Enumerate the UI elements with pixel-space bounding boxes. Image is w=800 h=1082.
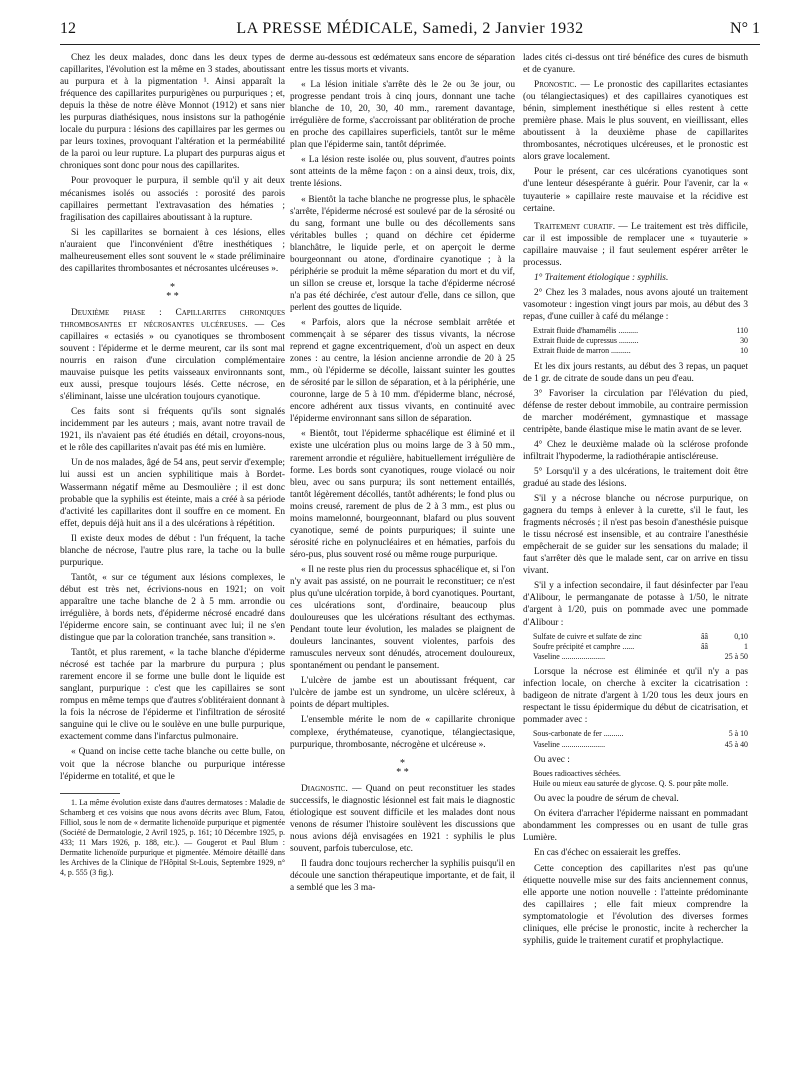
section-paragraph [290,783,515,855]
paragraph: Si les capillarites se bornaient à ces lésions, elles n'auraient que l'inconvénient d'être inesthétiques ; malheureusement elles sont souvent le « stade préliminaire des capillarites thrombosantes et nécrosantes ulcéreuses ». [60,227,285,274]
quantity: 5 à 10 [728,729,748,739]
section-paragraph [60,307,285,403]
ingredient: Soufre précipité et camphre ...... [533,641,635,651]
dose-mark: ââ [700,641,708,651]
paragraph: L'ensemble mérite le nom de « capillarite chronique complexe, érythémateuse, cyanotique, télangiectasique, purpurique, thrombosante, nécrogène et ulcéreuse ». [290,715,515,750]
paragraph: Ces faits sont si fréquents qu'ils sont signalés incidemment par les auteurs ; mais, avant notre travail de 1921, ils n'avaient pas été étudiés en détail, croyons-nous, et le rôle des capillarites n'avait pas été mis en lumière. [60,407,285,454]
paragraph: 2° Chez les 3 malades, nous avons ajouté un traitement vasomoteur : ingestion vingt jours par mois, au début des 3 repas, d'une cuiller à café du mélange : [523,287,748,322]
paragraph: Tantôt, « sur ce tégument aux lésions complexes, le début est très net, écrivions-nous en 1921; on voit apparaître une tache blanche de 2 à 5 mm. arrondie ou irrégulière, à bords nets, d'épiderme nécrosé encadré dans l'épiderme encore sain, se continuant avec lui; il ne s'en distingue que par la coloration tranchée, sans transition ». [60,572,285,644]
paragraph: Cette conception des capillarites n'est pas qu'une étiquette nouvelle mise sur des faits anciennement connus, elle apporte une notion nouvelle : l'atteinte prédominante des capillaires ; elle fait mieux comprendre la symptomatologie et l'évolution des diverses formes cliniques, elle précise le pronostic, incite à rechercher la syphilis, guide le traitement curatif et prophylactique. [523,863,748,946]
prescription-line [533,346,748,356]
quantity: 1 [744,641,748,651]
paragraph: 4° Chez le deuxième malade où la sclérose profonde infiltrait l'hypoderme, la radiothérapie antiscléreuse. [523,439,748,462]
quantity: 45 à 40 [724,739,748,749]
header-rule [60,44,760,45]
paragraph: S'il y a infection secondaire, il faut désinfecter par l'eau d'Alibour, le permanganate de potasse à 1/50, le nitrate d'argent à 1/20, puis on pommade avec une pommade d'Alibour : [523,581,748,628]
paragraph-text: — Le pronostic des capillarites ectasiantes (ou télangiectasiques) et des capillaires cyanotiques est bénin, simplement inesthétique si elles restent à cette première phase. Mais le plus souvent, en vieillissant, elles aboutissent à la deuxième phase de capillarites thrombosantes, nécrotiques ulcéreuses, et le pronostic est alors grave localement. [523,80,748,163]
paragraph: Pour le présent, car ces ulcérations cyanotiques sont d'une lenteur désespérante à guérir. Pour l'avenir, car la « tuyauterie » capillaire reste mauvaise et la récidive est certaine. [523,167,748,214]
section-paragraph [523,79,748,163]
paragraph: Un de nos malades, âgé de 54 ans, peut servir d'exemple; lui aussi est un ancien syphilitique mais à Bordet-Wassermann négatif même au Desmoulière ; il est donc probable que la syphilis est éteinte, mais a créé à sa période d'activité les capillarites dont il souffre en ce moment. En effet, depuis déjà huit ans il a des ulcérations à répétition. [60,458,285,529]
column-1 [60,52,285,881]
prescription-4 [533,769,748,789]
section-separator: * * * [166,281,179,302]
paragraph: Il existe deux modes de début : l'un fréquent, la tache blanche de nécrose, l'autre plus rare, la tache ou la bulle purpurique. [60,533,285,568]
ingredient: Boues radioactives séchées. [533,768,621,778]
paragraph: Tantôt, et plus rarement, « la tache blanche d'épiderme nécrosé est tachée par la marbrure du purpura ; plus rarement encore il se forme une bulle dont le liquide est sanglant, purpurique : c'est que les capillaires se sont rompus en même temps que d'autres s'oblitéraient donnant à la fois la nécrose de l'épiderme et l'infiltration de sérosité sanguine qui le clive ou le soulève en une bulle purpurique, exactement comme dans l'infarctus pulmonaire. [60,648,285,743]
paragraph-text: — Ces capillaires « ectasiés » ou cyanotiques se thrombosent souvent : l'épiderme et le derme meurent, car ils sont mal nourris en raison d'une circulation complémentaire mauvaise puisque les petits vaisseaux environnants sont, eux aussi, presque toujours lésés. Cette nécrose, en s'éliminant, laisse une ulcération toujours cyanotique. [60,319,286,403]
ingredient: Huile ou mieux eau saturée de glycose. Q. S. pour pâte molle. [533,779,729,789]
ingredient: Vaseline ...................... [533,739,606,749]
prescription-line [533,642,748,652]
column-2 [290,52,515,897]
paragraph: « La lésion initiale s'arrête dès le 2e ou 3e jour, ou progresse pendant trois à cinq jours, donnant une tache blanche de 10, 20, 30, 40 mm., rarement davantage, irrégulière de forme, s'accroissant par oblitération de proche en proche des capillaires superficiels, tantôt sur le même plan que l'épiderme sain, tantôt déprimée. [290,80,515,151]
paragraph: 5° Lorsqu'il y a des ulcérations, le traitement doit être gradué au stade des lésions. [523,466,748,490]
ingredient: Vaseline ...................... [533,651,606,661]
paragraph-text: — Quand on peut reconstituer les stades successifs, le diagnostic lésionnel est fait mais le diagnostic étiologique est souvent difficile et les malades dont nous venons de résumer l'histoire soulèvent les discussions que nous avions déjà envisagées en 1921 : syphilis le plus souvent, parfois tuberculose, etc. [290,783,515,854]
dose-mark: ââ [700,631,708,641]
page-number: 12 [60,20,76,37]
quantity: 30 [740,336,748,346]
quantity: 25 à 50 [724,651,748,661]
paragraph-text: — Le traitement est très difficile, car il est impossible de remplacer une « tuyauterie » capillaire mauvaise ; il faut seulement espérer arrêter le processus. [523,221,748,268]
paragraph: Il faudra donc toujours rechercher la syphilis puisqu'il en découle une sanction thérapeutique importante, et de fait, il a semblé que les 3 ma- [290,858,515,893]
paragraph: « Il ne reste plus rien du processus sphacélique et, si l'on n'y avait pas assisté, on ne pourrait le reconstituer; ce n'est plus qu'une ulcération torpide, à bord cyanotiques. Pourtant, ces ulcérations sont, d'ordinaire, beaucoup plus douloureuses que les ulcérations résultant des ecthymas. Pendant toute leur évolution, les malades se plaignent de douleurs lancinantes, souvent violentes, parfois des ramuscules nerveux sont dénudés, atrocement douloureux, spontanément ou pendant le pansement. [290,564,515,672]
paragraph: « Bientôt, tout l'épiderme sphacélique est éliminé et il existe une ulcération plus ou moins large de 3 à 50 mm., rarement arrondie et régulière, habituellement irrégulière de forme. Les bords sont cyanotiques, rouge violacé ou noir bleu, avec ou sans purpura; ils sont nettement entaillés, tantôt légèrement décollés, tantôt adhérents; le fond plus ou moins creusé, rarement de plus de 2 à 3 mm., est plus ou moins mamelonné, bourgeonnant, blafard ou plus souvent cyanotique, semé de points purpuriques; il suinte une sérosité riche en polynucléaires et en hématies, parfois du séro-pus, plus souvent rosé ou même rouge purpurique. [290,429,515,560]
section-heading: Pronostic. [534,80,577,91]
dose-mark [680,652,708,662]
paragraph: L'ulcère de jambe est un aboutissant fréquent, car l'ulcère de jambe est un syndrome, un ulcère scléreux, à points de départ multiples. [290,676,515,711]
ingredient: Sulfate de cuivre et sulfate de zinc [533,631,642,641]
paragraph: Pour provoquer le purpura, il semble qu'il y ait deux mécanismes isolés ou associés : porosité des parois capillaires permettant l'extravasation des hématies ; fragilisation des capillaires aboutissant à la rupture. [60,176,285,223]
prescription-line [533,729,748,739]
paragraph: 3° Favoriser la circulation par l'élévation du pied, défense de rester debout immobile, au contraire permission de marcher modérément, gymnastique et massage centripète, bande élastique mise le matin avant de se lever. [523,388,748,435]
quantity: 110 [736,325,748,335]
section-paragraph [523,221,748,269]
prescription-2 [533,632,748,663]
paragraph: S'il y a nécrose blanche ou nécrose purpurique, on gagnera du temps à enlever à la curette, s'il le faut, les fragments nécrosés ; il n'est pas besoin d'anesthésie puisque le tissu nécrosé est insensible, et au contraire l'anesthésie empêcherait de se guider sur les sensations du malade; il faut s'arrêter dès que le malade sent, car on arrive en tissu vivant. [523,494,748,577]
paragraph: « Parfois, alors que la nécrose semblait arrêtée et commençait à se séparer des tissus vivants, la nécrose reprend et gagne excentriquement, d'où un aspect en deux zones : au centre, la lésion ancienne arrondie de 20 à 25 mm., où l'épiderme se décolle, laissant suinter les gouttes de sérosité par le sillon de séparation, et à la périphérie, une couronne, large de 5 à 10 mm. d'épiderme blanc, nécrosé, encore adhérent aux tissus vivants, en continuité avec l'épiderme environnant sans sillon de séparation. [290,317,515,425]
ingredient: Extrait fluide d'hamamélis .......... [533,325,639,335]
column-3 [523,52,748,950]
prescription-line [533,336,748,346]
paragraph: Lorsque la nécrose est éliminée et qu'il n'y a pas infection locale, on cherche à exciter la cicatrisation : badigeon de nitrate d'argent à 1/20 tous les deux jours en respectant le tissu épidermique du début de cicatrisation, et pommader avec : [523,667,748,726]
paragraph: On évitera d'arracher l'épiderme naissant en pommadant abondamment les compresses ou en usant de tulle gras Lumière. [523,809,748,844]
footnote-rule [60,793,120,794]
section-separator: * * * [396,757,409,778]
prescription-line [533,740,748,750]
paragraph: 1° Traitement étiologique : syphilis. [534,272,669,283]
prescription-3 [533,729,748,749]
journal-title: LA PRESSE MÉDICALE, Samedi, 2 Janvier 1932 [236,20,584,37]
footnote: 1. La même évolution existe dans d'autres dermatoses : Maladie de Schamberg et ces voisins que nous avons décrits avec Blum, Fatou, Filliol, sous le nom de « dermatite lichenoïde purpurique et pigmentée (Société de Dermatologie, 2 Avril 1925, p. 161; 10 Décembre 1925, p. 433; 11 Mars 1926, p. 188, etc.). — Gougerot et Paul Blum : Dermatite lichenoïde purpurique et pigmentée. Mémoire détaillé dans les Archives de la Clinique de l'Hôpital St-Louis, Septembre 1929, n° 4, p. 555 (3 fig.). [60,797,285,877]
quantity: 10 [740,346,748,356]
paragraph: « Quand on incise cette tache blanche ou cette bulle, on voit que la nécrose blanche ou purpurique intéresse l'épiderme en totalité, et que le [60,747,285,782]
ingredient: Sous-carbonate de fer .......... [533,729,624,739]
prescription-line [533,652,748,662]
paragraph: « Bientôt la tache blanche ne progresse plus, le sphacèle s'arrête, l'épiderme nécrosé est soulevé par de la sérosité ou du sang, formant une bulle ou des décollements sans véritables bulles ; quand on déchire cet épiderme blanchâtre, le liquide perle, et on aperçoit le derme bourgeonnant ou atone, d'ordinaire cyanotique ; à la périphérie se produit la même séparation du mort et du vif, un sillon se creuse et, lorsque la tache d'épiderme nécrosé n'a pas été déchirée, c'est autour d'elle, dans ce sillon, que perlent des gouttes de liquide. [290,194,515,313]
quantity: 0,10 [734,631,748,641]
ingredient: Extrait fluide de cupressus .......... [533,336,639,346]
section-heading: Traitement curatif. [534,221,616,232]
paragraph: Ou avec : [534,754,570,765]
prescription-line [533,632,748,642]
paragraph: Et les dix jours restants, au début des 3 repas, un paquet de 1 gr. de citrate de soude dans un peu d'eau. [523,361,748,384]
paragraph: lades cités ci-dessus ont tiré bénéfice des cures de bismuth et de cyanure. [523,53,748,76]
paragraph: Ou avec la poudre de sérum de cheval. [534,794,679,805]
paragraph: En cas d'échec on essaierait les greffes. [534,848,681,859]
ingredient: Extrait fluide de marron .......... [533,346,631,356]
section-heading: Deuxième phase : Capillarites chroniques thrombosantes et nécrosantes ulcéreuses. [60,307,285,330]
prescription-line [533,326,748,336]
paragraph: « La lésion reste isolée ou, plus souvent, d'autres points sont atteints de la même façon : on a ainsi deux, trois, dix, trente lésions. [290,155,515,190]
prescription-1 [533,326,748,357]
running-header [60,20,760,44]
issue-number: N° 1 [730,20,760,37]
section-heading: Diagnostic. [301,783,348,794]
paragraph: Chez les deux malades, donc dans les deux types de capillarites, l'évolution est la même en 3 stades, aboutissant au purpura et à la pigmentation ¹. Ainsi apparaît la fréquence des capillarites purpurigènes ou purpuriques ; et, depuis la thèse de notre élève Monnot (1912) et sans nier les purpuras diathésiques, nous insistons sur la pathogénie locale du purpura : lésions des capillaires par les germes ou par leurs toxines, provoquant l'altération et la perméabilité de la paroi ou leur rupture. La plupart des purpuras aigus et chroniques sont donc pour nous des capillarites. [60,53,285,172]
paragraph: derme au-dessous est œdémateux sans encore de séparation entre les tissus morts et vivants. [290,53,515,76]
